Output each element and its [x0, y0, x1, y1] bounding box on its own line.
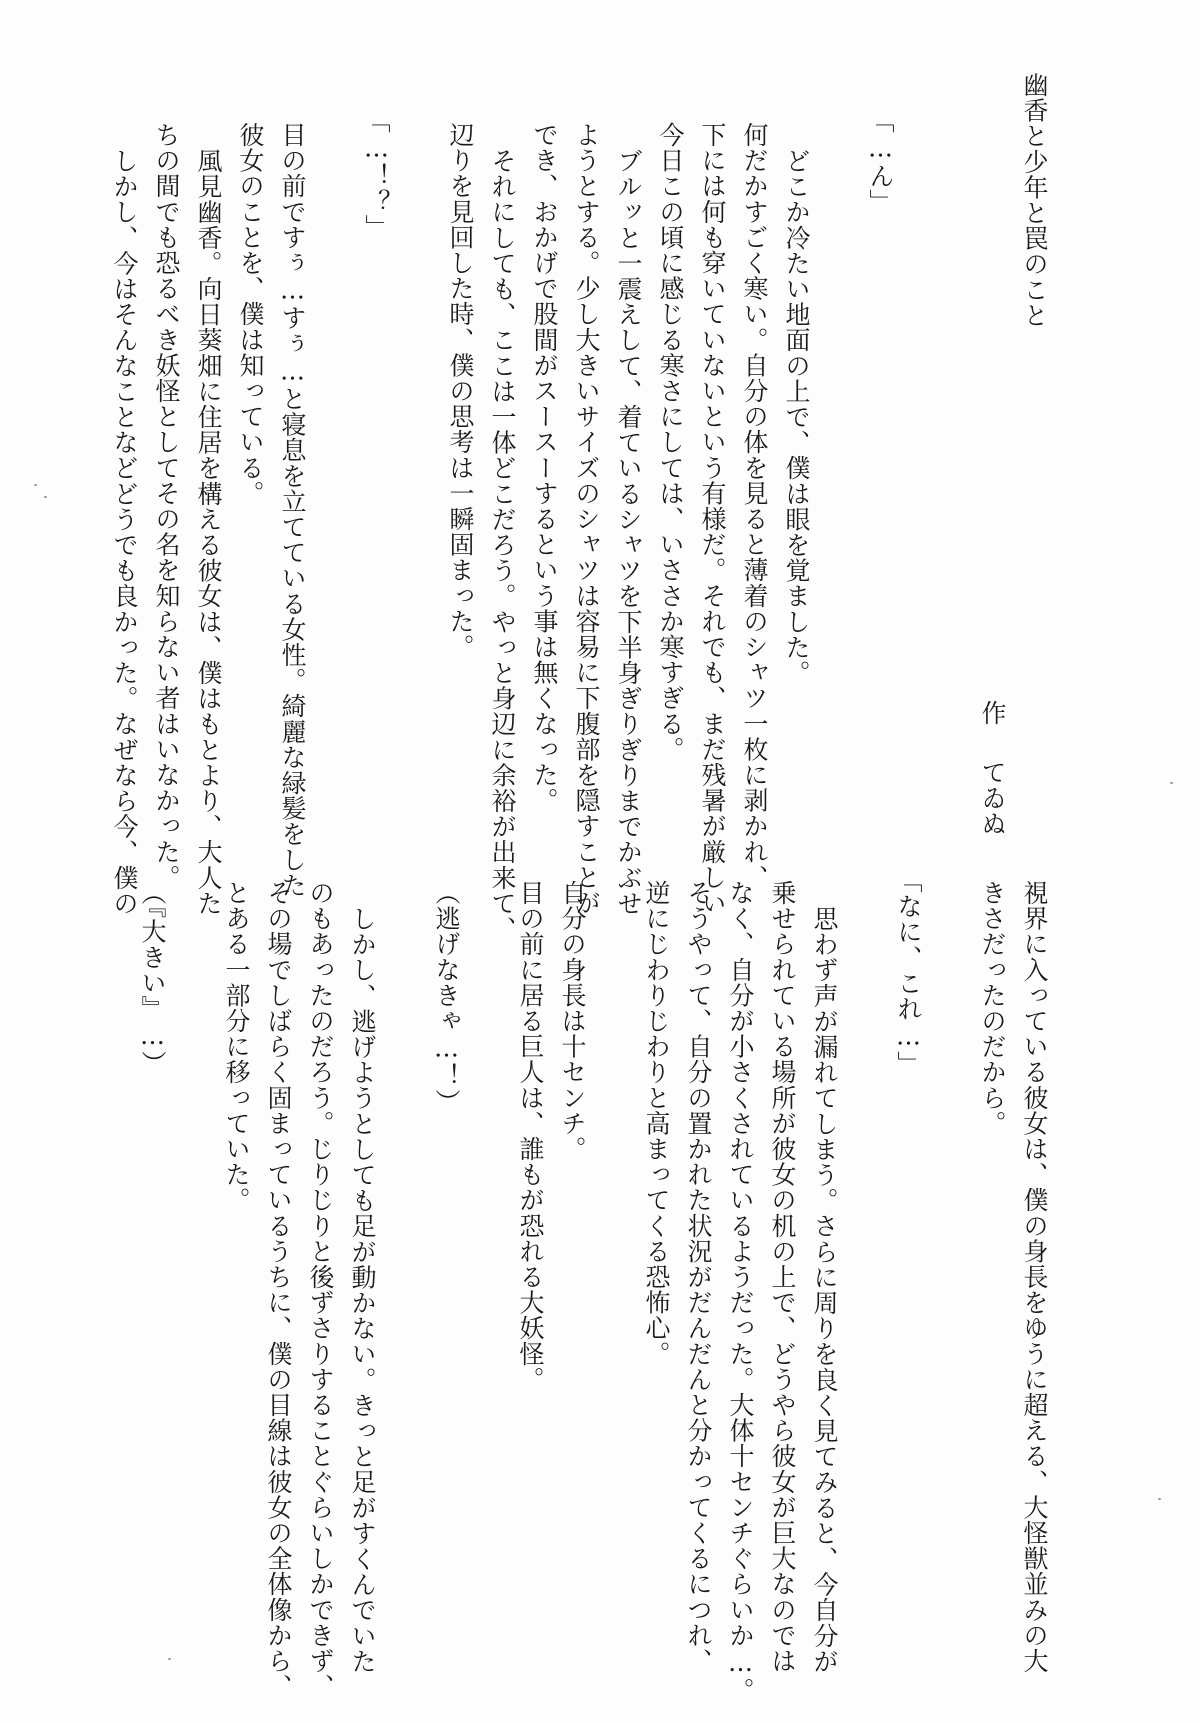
paragraph-line: 思わず声が漏れてしまう。さらに周りを良く見てみると、今自分が — [810, 906, 839, 1674]
paragraph-line: 逆にじわりじわりと高まってくる恐怖心。 — [642, 880, 671, 1367]
dialogue-line: 「なに、これ…」 — [894, 868, 923, 1077]
scan-speck — [168, 1658, 171, 1660]
story-title: 幽香と少年と罠のこと — [1020, 72, 1049, 328]
scan-speck — [1170, 782, 1173, 784]
paragraph-line: その場でしばらく固まっているうちに、僕の目線は彼女の全体像から、 — [264, 880, 293, 1700]
dialogue-line: 「…！？」 — [362, 108, 391, 240]
scan-speck — [44, 496, 47, 498]
paragraph-line: ようとする。少し大きいサイズのシャツは容易に下腹部を隠すことが — [572, 122, 601, 916]
paragraph-line: どこか冷たい地面の上で、僕は眼を覚ました。 — [782, 148, 811, 686]
paragraph-line: 目の前に居る巨人は、誰もが恐れる大妖怪。 — [516, 880, 545, 1392]
paragraph-line: それにしても、ここは一体どこだろう。やっと身辺に余裕が出来て、 — [488, 148, 517, 942]
paragraph-line: 彼女のことを、僕は知っている。 — [236, 122, 265, 506]
paragraph-line: 辺りを見回した時、僕の思考は一瞬固まった。 — [446, 122, 475, 660]
paragraph-line: なく、自分が小さくされているようだった。大体十センチぐらいか…。 — [726, 880, 755, 1704]
scan-speck — [1158, 1498, 1161, 1500]
dialogue-line: （逃げなきゃ…！） — [432, 880, 461, 1115]
dialogue-line: 「…ん」 — [866, 108, 895, 215]
paragraph-line: のもあったのだろう。じりじりと後ずさりすることぐらいしかできず、 — [306, 880, 335, 1700]
paragraph-line: とある一部分に移っていた。 — [222, 880, 251, 1213]
author-credit — [980, 700, 1005, 836]
paragraph-line: 風見幽香。向日葵畑に住居を構える彼女は、僕はもとより、大人た — [194, 148, 223, 916]
paragraph-line: 下には何も穿いていないという有様だ。それでも、まだ残暑が厳しい — [698, 122, 727, 916]
paragraph-line: 何だかすごく寒い。自分の体を見ると薄着のシャツ一枚に剥かれ、 — [740, 122, 769, 890]
paragraph-line: 目の前ですぅ…すぅ…と寝息を立てている女性。綺麗な緑髪をした — [278, 122, 307, 898]
paragraph-line: 自分の身長は十センチ。 — [558, 880, 587, 1162]
scan-speck — [34, 484, 37, 486]
paragraph-line: しかし、今はそんなことなどどうでも良かった。なぜなら今、僕の — [110, 148, 139, 916]
paragraph-line: ブルッと一震えして、着ているシャツを下半身ぎりぎりまでかぶせ — [614, 148, 643, 916]
paragraph-line: 視界に入っている彼女は、僕の身長をゆうに超える、大怪獣並みの大 — [1020, 880, 1049, 1674]
paragraph-line: きさだったのだから。 — [978, 880, 1007, 1136]
author-name: てゐぬ — [978, 759, 1007, 837]
paragraph-line: そうやって、自分の置かれた状況がだんだんと分かってくるにつれ、 — [684, 880, 713, 1674]
paragraph-line: 乗せられている場所が彼女の机の上で、どうやら彼女が巨大なのでは — [768, 880, 797, 1674]
author-label: 作 — [978, 700, 1007, 726]
paragraph-line: しかし、逃げようとしても足が動かない。きっと足がすくんでいた — [348, 906, 377, 1674]
paragraph-line: （『大きい』…） — [138, 880, 167, 1077]
paragraph-line: ちの間でも恐るべき妖怪としてその名を知らない者はいなかった。 — [152, 122, 181, 890]
paragraph-line: でき、おかげで股間がスースーするという事は無くなった。 — [530, 122, 559, 814]
paragraph-line: 今日この頃に感じる寒さにしては、いささか寒すぎる。 — [656, 122, 685, 762]
